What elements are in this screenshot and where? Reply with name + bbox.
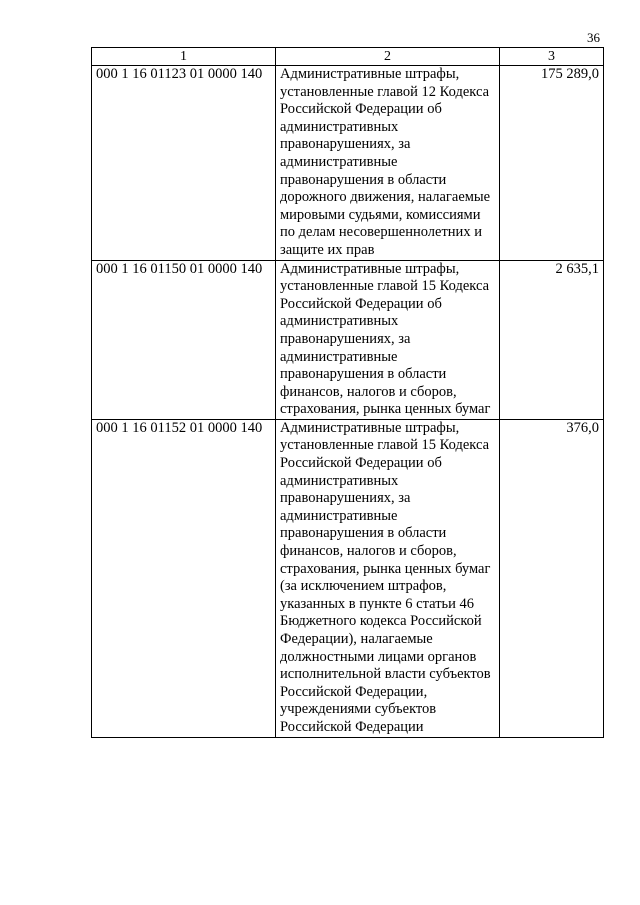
budget-table: [91, 47, 604, 738]
amount: 376,0: [500, 419, 604, 737]
amount: 175 289,0: [500, 66, 604, 261]
column-header-1: 1: [92, 48, 276, 66]
revenue-description: Административные штрафы, установленные главой 15 Кодекса Российской Федерации об административных правонарушениях, за административные правонарушения в области финансов, налогов и сборов, страхования, рынка ценных бумаг (за исключением штрафов, указанных в пункте 6 статьи 46 Бюджетного кодекса Российской Федерации), налагаемые должностными лицами органов исполнительной власти субъектов Российской Федерации, учреждениями субъектов Российской Федерации: [276, 419, 500, 737]
table-header-row: [92, 48, 604, 66]
column-header-2: 2: [276, 48, 500, 66]
page-number: 36: [587, 30, 600, 45]
classification-code: 000 1 16 01123 01 0000 140: [92, 66, 276, 261]
amount: 2 635,1: [500, 260, 604, 419]
table-row: [92, 419, 604, 737]
column-header-3: 3: [500, 48, 604, 66]
table-row: [92, 66, 604, 261]
classification-code: 000 1 16 01150 01 0000 140: [92, 260, 276, 419]
revenue-description: Административные штрафы, установленные главой 15 Кодекса Российской Федерации об административных правонарушениях, за административные правонарушения в области финансов, налогов и сборов, страхования, рынка ценных бумаг: [276, 260, 500, 419]
table-row: [92, 260, 604, 419]
classification-code: 000 1 16 01152 01 0000 140: [92, 419, 276, 737]
revenue-description: Административные штрафы, установленные главой 12 Кодекса Российской Федерации об административных правонарушениях, за административные правонарушения в области дорожного движения, налагаемые мировыми судьями, комиссиями по делам несовершеннолетних и защите их прав: [276, 66, 500, 261]
